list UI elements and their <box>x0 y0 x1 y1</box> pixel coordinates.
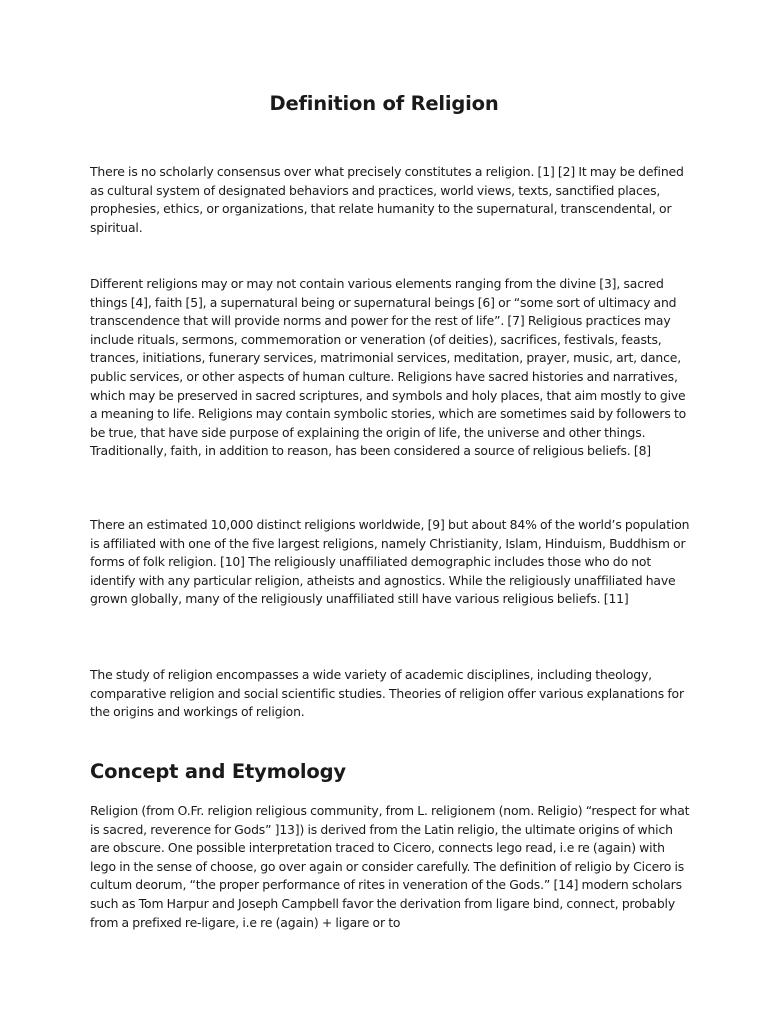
paragraph-definition: There is no scholarly consensus over what precisely constitutes a religion. [1] [2] It may be defined as cultural system of designated behaviors and practices, world views, texts, sanctified places, prophesies, ethics, or organizations, that relate humanity to the supernatural, transcendental, or spiritual. <box>90 164 684 235</box>
page-title: Definition of Religion <box>269 92 499 115</box>
paragraph-etymology-text: Religion (from O.Fr. religion religious community, from L. religionem (nom. Religio) “respect for what is sacred, reverence for Gods” ]13]) is derived from the Latin religio, the ultimate origins of which are obscure. One possible interpretation traced to Cicero, connects lego read, i.e re (again) with lego in the sense of choose, go over again or consider carefully. The definition of religio by Cicero is cultum deorum, “the proper performance of rites in veneration of the Gods.” [14] modern scholars such as Tom Harpur and Joseph Campbell favor the derivation from ligare bind, connect, probably from a prefixed re-ligare, i.e re (again) + ligare or to <box>90 803 690 930</box>
section-heading-etymology: Concept and Etymology <box>90 760 346 783</box>
paragraph-etymology <box>90 802 690 932</box>
paragraph-study: The study of religion encompasses a wide variety of academic disciplines, including theology, comparative religion and social scientific studies. Theories of religion offer various explanations for the origins and workings of religion. <box>90 667 684 720</box>
paragraph-demographics: There an estimated 10,000 distinct religions worldwide, [9] but about 84% of the world’s population is affiliated with one of the five largest religions, namely Christianity, Islam, Hinduism, Buddhism or forms of folk religion. [10] The religiously unaffiliated demographic includes those who do not identify with any particular religion, atheists and agnostics. While the religiously unaffiliated have grown globally, many of the religiously unaffiliated still have various religious beliefs. [11] <box>90 517 690 607</box>
paragraph-elements: Different religions may or may not contain various elements ranging from the divine [3], sacred things [4], faith [5], a supernatural being or supernatural beings [6] or “some sort of ultimacy and transcendence that will provide norms and power for the rest of life”. [7] Religious practices may include rituals, sermons, commemoration or veneration (of deities), sacrifices, festivals, feasts, trances, initiations, funerary services, matrimonial services, meditation, prayer, music, art, dance, public services, or other aspects of human culture. Religions have sacred histories and narratives, which may be preserved in sacred scriptures, and symbols and holy places, that aim mostly to give a meaning to life. Religions may contain symbolic stories, which are sometimes said by followers to be true, that have side purpose of explaining the origin of life, the universe and other things. Traditionally, faith, in addition to reason, has been considered a source of religious beliefs. [8] <box>90 276 687 459</box>
